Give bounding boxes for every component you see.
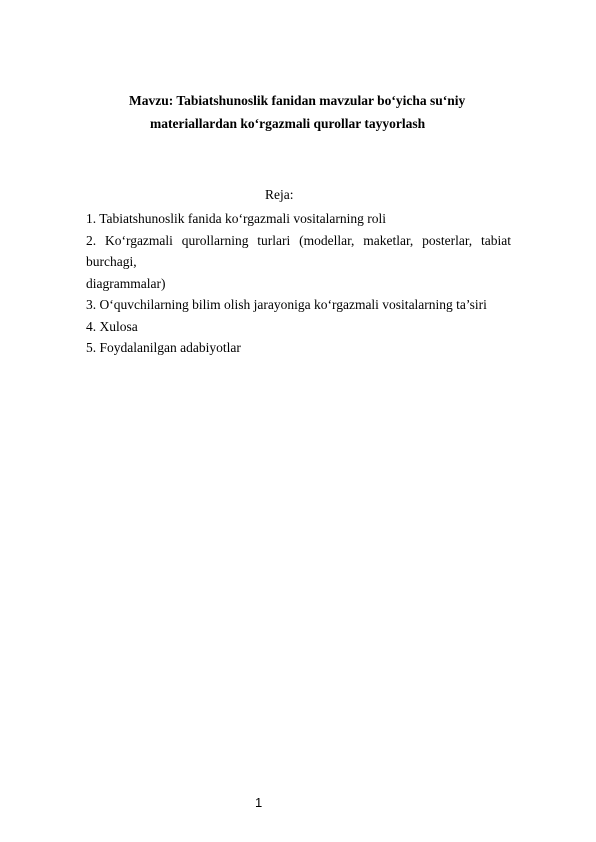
plan-item-5: 5. Foydalanilgan adabiyotlar bbox=[86, 340, 241, 355]
plan-item-3: 3. O‘quvchilarning bilim olish jarayoniga ko‘rgazmali vositalarning ta’siri bbox=[86, 297, 487, 312]
page-number: 1 bbox=[255, 795, 263, 810]
topic-title-line-1: Mavzu: Tabiatshunoslik fanidan mavzular bo‘yicha su‘niy bbox=[129, 93, 466, 108]
topic-title-line-2: materiallardan ko‘rgazmali qurollar tayyorlash bbox=[150, 116, 426, 131]
plan-heading: Reja: bbox=[265, 187, 294, 202]
plan-item-4: 4. Xulosa bbox=[86, 318, 138, 334]
plan-item-2-line-1: 2. Ko‘rgazmali qurollarning turlari (modellar, maketlar, posterlar, tabiat burchagi, bbox=[86, 232, 511, 269]
plan-item-1: 1. Tabiatshunoslik fanida ko‘rgazmali vositalarning roli bbox=[86, 211, 386, 226]
plan-list bbox=[86, 208, 511, 359]
plan-item-2-line-2: diagrammalar) bbox=[86, 275, 166, 291]
plan-item-2 bbox=[86, 230, 511, 295]
